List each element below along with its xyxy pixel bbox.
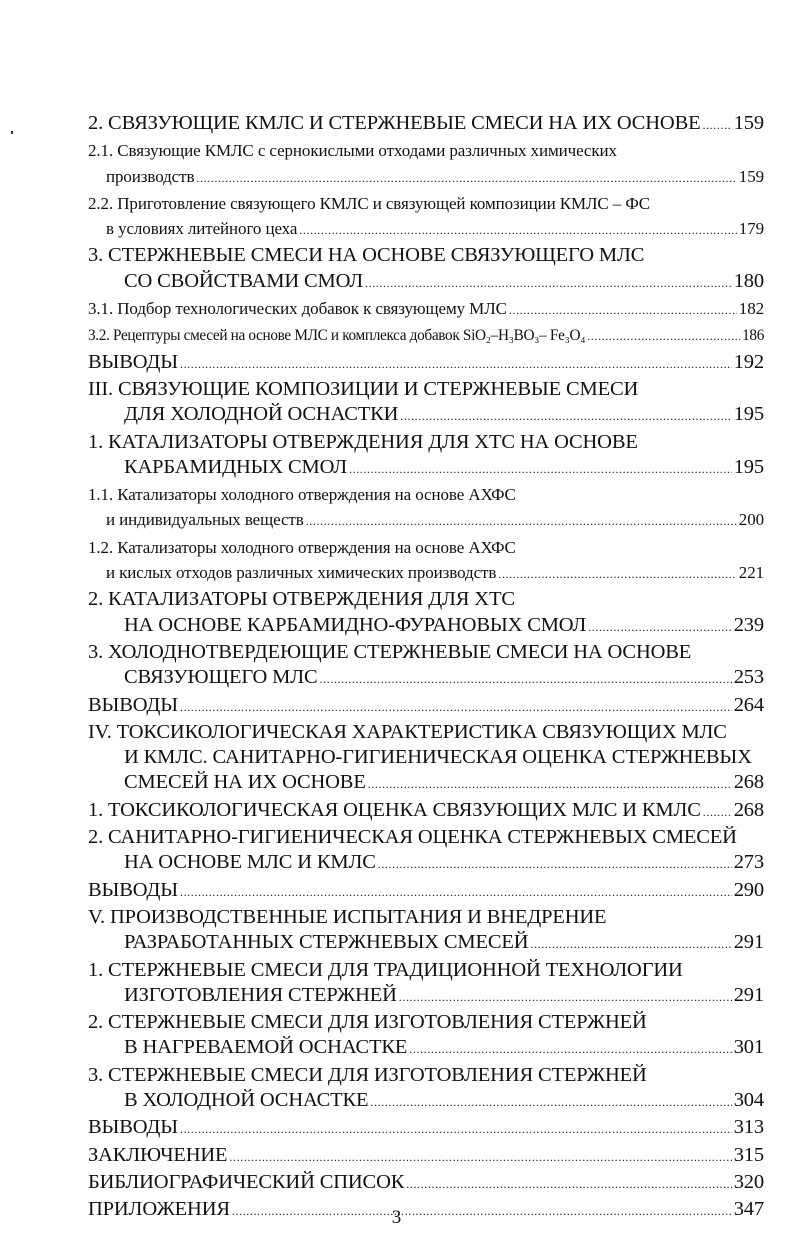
toc-entry-title: 2.1. Связующие КМЛС с сернокислыми отходами различных химических — [88, 141, 617, 161]
toc-entry-title: 3.2. Рецептуры смесей на основе МЛС и комплекса добавок SiO₂–H₃BO₃– Fe₃O₄ — [88, 327, 586, 345]
toc-page-number: 291 — [733, 983, 764, 1006]
toc-line — [88, 191, 764, 216]
toc-line — [88, 1170, 764, 1197]
toc-entry-title: СО СВОЙСТВАМИ СМОЛ — [124, 269, 363, 292]
toc-entry-title: ВЫВОДЫ — [88, 693, 178, 716]
toc-entry-title: В НАГРЕВАЕМОЙ ОСНАСТКЕ — [124, 1036, 408, 1059]
toc-entry-title: V. ПРОИЗВОДСТВЕННЫЕ ИСПЫТАНИЯ И ВНЕДРЕНИЕ — [88, 905, 607, 928]
toc-entry-title: 1. ТОКСИКОЛОГИЧЕСКАЯ ОЦЕНКА СВЯЗУЮЩИХ МЛС И КМЛС — [88, 798, 701, 821]
dot-leader — [399, 983, 732, 1010]
toc-entry-title: и индивидуальных веществ — [106, 510, 304, 530]
toc-entry-title: В ХОЛОДНОЙ ОСНАСТКЕ — [124, 1088, 369, 1111]
toc-page-number: 159 — [738, 166, 764, 186]
toc-line — [88, 1063, 764, 1088]
dot-leader — [349, 455, 732, 482]
toc-line — [88, 507, 764, 534]
toc-line — [88, 269, 764, 296]
dot-leader — [229, 1143, 731, 1170]
toc-entry — [88, 958, 764, 1011]
toc-entry-title: 3. ХОЛОДНОТВЕРДЕЮЩИЕ СТЕРЖНЕВЫЕ СМЕСИ НА ОСНОВЕ — [88, 640, 692, 663]
toc-entry-title: ЗАКЛЮЧЕНИЕ — [88, 1143, 228, 1166]
toc-line — [88, 850, 764, 877]
toc-entry-title: 2. СТЕРЖНЕВЫЕ СМЕСИ ДЛЯ ИЗГОТОВЛЕНИЯ СТЕРЖНЕЙ — [88, 1011, 647, 1034]
toc-page-number: 268 — [733, 798, 764, 821]
toc-page-number: 313 — [733, 1116, 764, 1139]
toc-entry-title: 1. СТЕРЖНЕВЫЕ СМЕСИ ДЛЯ ТРАДИЦИОННОЙ ТЕХНОЛОГИИ — [88, 958, 683, 981]
toc-entry — [88, 905, 764, 958]
toc-line — [88, 350, 764, 377]
toc-entry — [88, 587, 764, 640]
toc-line — [88, 1088, 764, 1115]
toc-line — [88, 905, 764, 930]
toc-page-number: 347 — [733, 1198, 764, 1221]
toc-line — [88, 455, 764, 482]
scan-speck — [11, 131, 13, 134]
toc-entry-title: 1. КАТАЛИЗАТОРЫ ОТВЕРЖДЕНИЯ ДЛЯ ХТС НА ОСНОВЕ — [88, 430, 638, 453]
toc-entry-title: НА ОСНОВЕ КАРБАМИДНО-ФУРАНОВЫХ СМОЛ — [124, 613, 587, 636]
dot-leader — [320, 665, 732, 692]
toc-page-number: 291 — [733, 931, 764, 954]
toc-entry-title: ПРИЛОЖЕНИЯ — [88, 1198, 230, 1221]
toc-line — [88, 930, 764, 957]
toc-entry-title: 3.1. Подбор технологических добавок к связующему МЛС — [88, 299, 507, 319]
dot-leader — [498, 560, 737, 587]
toc-entry — [88, 1170, 764, 1197]
toc-line — [88, 878, 764, 905]
toc-line — [88, 720, 764, 745]
toc-line — [88, 216, 764, 243]
toc-page-number: 221 — [738, 563, 764, 583]
toc-line — [88, 640, 764, 665]
toc-entry-title: и кислых отходов различных химических производств — [106, 563, 497, 583]
toc-line — [88, 745, 764, 770]
toc-page-number: 315 — [733, 1143, 764, 1166]
toc-page-number: 200 — [738, 510, 764, 530]
dot-leader — [180, 693, 732, 720]
toc-page-number: 301 — [733, 1036, 764, 1059]
toc-entry-title: 1.1. Катализаторы холодного отверждения на основе АХФС — [88, 485, 516, 505]
toc-entry — [88, 1063, 764, 1116]
dot-leader — [180, 350, 732, 377]
toc-entry-title: БИБЛИОГРАФИЧЕСКИЙ СПИСОК — [88, 1170, 405, 1193]
toc-entry-title: И КМЛС. САНИТАРНО-ГИГИЕНИЧЕСКАЯ ОЦЕНКА СТЕРЖНЕВЫХ — [124, 746, 752, 769]
toc-entry-title: ВЫВОДЫ — [88, 1116, 178, 1139]
toc-entry-title: ВЫВОДЫ — [88, 350, 178, 373]
toc-page-number: 320 — [733, 1170, 764, 1193]
dot-leader — [299, 216, 737, 243]
toc-line — [88, 111, 764, 138]
toc-entry-title: производств — [106, 166, 195, 186]
toc-line — [88, 665, 764, 692]
dot-leader — [180, 878, 732, 905]
toc-entry — [88, 138, 764, 191]
toc-entry-title: НА ОСНОВЕ МЛС И КМЛС — [124, 851, 376, 874]
toc-entry-title: 2.2. Приготовление связующего КМЛС и связующей композиции КМЛС – ФС — [88, 193, 650, 213]
toc-line — [88, 323, 764, 349]
toc-entry-title: СМЕСЕЙ НА ИХ ОСНОВЕ — [124, 771, 366, 794]
toc-entry — [88, 1115, 764, 1142]
dot-leader — [378, 850, 732, 877]
toc-page-number: 179 — [738, 219, 764, 239]
toc-page-number: 195 — [733, 455, 764, 478]
toc-entry — [88, 323, 764, 349]
toc-line — [88, 613, 764, 640]
toc-page-number: 182 — [738, 299, 764, 319]
toc-entry-title: РАЗРАБОТАННЫХ СТЕРЖНЕВЫХ СМЕСЕЙ — [124, 931, 529, 954]
page-number: 3 — [391, 1207, 402, 1228]
toc-line — [88, 1115, 764, 1142]
toc-entry — [88, 111, 764, 138]
toc-entry-title: ВЫВОДЫ — [88, 878, 178, 901]
toc-entry — [88, 825, 764, 878]
dot-leader — [588, 613, 732, 640]
dot-leader — [509, 296, 737, 323]
toc-line — [88, 1035, 764, 1062]
toc-line — [88, 377, 764, 402]
toc-line — [88, 770, 764, 797]
toc-line — [88, 587, 764, 612]
toc-page-number: 304 — [733, 1088, 764, 1111]
toc-page-number: 192 — [733, 350, 764, 373]
toc-entry-title: 3. СТЕРЖНЕВЫЕ СМЕСИ ДЛЯ ИЗГОТОВЛЕНИЯ СТЕРЖНЕЙ — [88, 1063, 647, 1086]
toc-line — [88, 983, 764, 1010]
toc-line — [88, 825, 764, 850]
toc-line — [88, 693, 764, 720]
toc-line — [88, 138, 764, 163]
toc-page-number: 253 — [733, 666, 764, 689]
toc-entry-title: 2. КАТАЛИЗАТОРЫ ОТВЕРЖДЕНИЯ ДЛЯ ХТС — [88, 588, 515, 611]
toc-entry-title: КАРБАМИДНЫХ СМОЛ — [124, 455, 347, 478]
dot-leader — [180, 1115, 732, 1142]
dot-leader — [306, 507, 737, 534]
toc-page-number: 290 — [733, 878, 764, 901]
toc-line — [88, 402, 764, 429]
toc-line — [88, 243, 764, 268]
toc-entry-title: ИЗГОТОВЛЕНИЯ СТЕРЖНЕЙ — [124, 983, 397, 1006]
toc-line — [88, 482, 764, 507]
toc-entry — [88, 693, 764, 720]
toc-line — [88, 798, 764, 825]
toc-page-number: 195 — [733, 403, 764, 426]
toc-page-number: 159 — [733, 112, 764, 134]
dot-leader — [703, 798, 732, 825]
toc-entry-title: 1.2. Катализаторы холодного отверждения на основе АХФС — [88, 537, 516, 557]
toc-entry — [88, 430, 764, 483]
toc-entry-title: 2. СВЯЗУЮЩИЕ КМЛС И СТЕРЖНЕВЫЕ СМЕСИ НА ИХ ОСНОВЕ — [88, 112, 701, 134]
toc-entry — [88, 535, 764, 588]
toc-page-number: 186 — [742, 327, 764, 345]
toc-line — [88, 430, 764, 455]
toc-page-number: 264 — [733, 693, 764, 716]
dot-leader — [409, 1035, 731, 1062]
dot-leader — [406, 1170, 731, 1197]
toc-entry-title: 2. САНИТАРНО-ГИГИЕНИЧЕСКАЯ ОЦЕНКА СТЕРЖНЕВЫХ СМЕСЕЙ — [88, 826, 737, 849]
toc-entry-title: ДЛЯ ХОЛОДНОЙ ОСНАСТКИ — [124, 403, 399, 426]
toc-entry — [88, 1143, 764, 1170]
dot-leader — [365, 269, 732, 296]
toc-entry — [88, 377, 764, 430]
table-of-contents — [88, 111, 764, 1224]
toc-line — [88, 535, 764, 560]
toc-line — [88, 560, 764, 587]
toc-entry — [88, 1010, 764, 1063]
toc-page-number: 180 — [733, 269, 764, 292]
dot-leader — [400, 402, 731, 429]
toc-entry — [88, 720, 764, 798]
toc-line — [88, 1143, 764, 1170]
toc-page-number: 239 — [733, 613, 764, 636]
toc-entry — [88, 243, 764, 296]
toc-entry-title: 3. СТЕРЖНЕВЫЕ СМЕСИ НА ОСНОВЕ СВЯЗУЮЩЕГО МЛС — [88, 244, 645, 267]
toc-entry — [88, 350, 764, 377]
dot-leader — [370, 1088, 731, 1115]
dot-leader — [587, 323, 740, 349]
dot-leader — [530, 930, 731, 957]
toc-entry-title: в условиях литейного цеха — [106, 219, 298, 239]
toc-line — [88, 1010, 764, 1035]
toc-line — [88, 958, 764, 983]
toc-entry — [88, 191, 764, 244]
toc-entry-title: СВЯЗУЮЩЕГО МЛС — [124, 666, 318, 689]
dot-leader — [368, 770, 732, 797]
toc-entry-title: IV. ТОКСИКОЛОГИЧЕСКАЯ ХАРАКТЕРИСТИКА СВЯЗУЮЩИХ МЛС — [88, 720, 727, 743]
toc-entry — [88, 878, 764, 905]
toc-entry-title: III. СВЯЗУЮЩИЕ КОМПОЗИЦИИ И СТЕРЖНЕВЫЕ СМЕСИ — [88, 377, 639, 400]
toc-entry — [88, 482, 764, 535]
toc-entry — [88, 798, 764, 825]
toc-entry — [88, 640, 764, 693]
dot-leader — [196, 164, 736, 191]
dot-leader — [702, 111, 731, 138]
toc-line — [88, 296, 764, 323]
toc-entry — [88, 296, 764, 323]
toc-line — [88, 164, 764, 191]
toc-page-number: 273 — [733, 851, 764, 874]
toc-page-number: 268 — [733, 771, 764, 794]
